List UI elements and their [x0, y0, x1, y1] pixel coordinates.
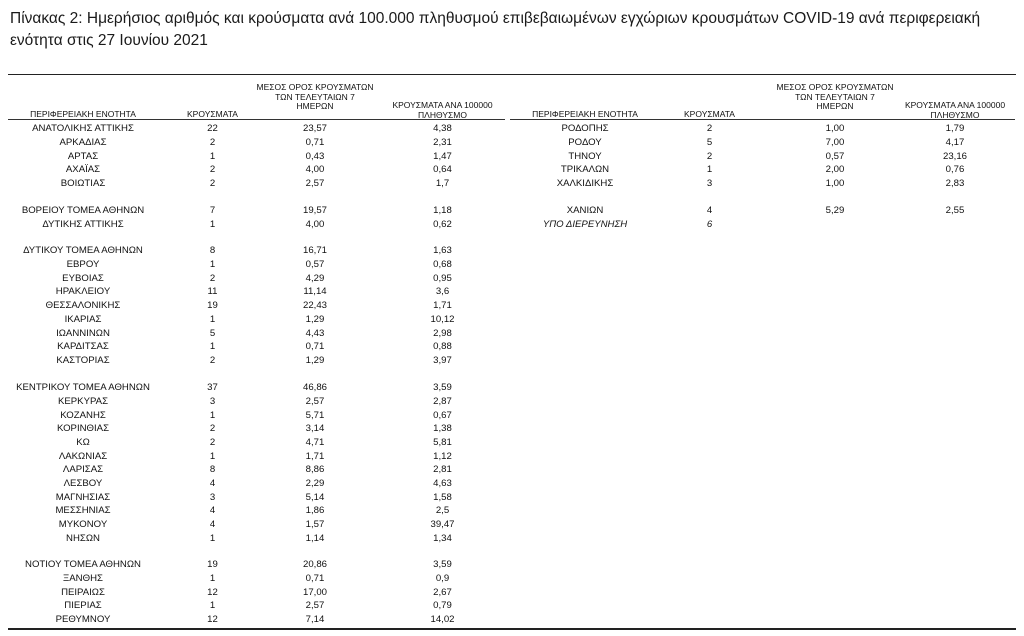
cell-avg: 2,29 — [305, 478, 325, 489]
cell-avg: 1,14 — [305, 533, 325, 544]
cell-cases: 2 — [209, 437, 216, 448]
left-table-row — [0, 273, 1024, 285]
left-table-row — [0, 286, 1024, 298]
cell-cases: 6 — [706, 219, 713, 230]
bottom-rule — [8, 628, 1016, 630]
cell-region: ΑΡΤΑΣ — [67, 151, 99, 162]
cell-cases: 8 — [209, 245, 216, 256]
cell-avg: 2,00 — [825, 164, 845, 175]
left-table-row — [0, 478, 1024, 490]
cell-region: ΡΕΘΥΜΝΟΥ — [55, 614, 111, 625]
cell-cases: 5 — [706, 137, 713, 148]
cell-avg: 0,57 — [305, 259, 325, 270]
cell-cases: 2 — [706, 123, 713, 134]
cell-per100k: 23,16 — [942, 151, 967, 162]
cell-avg: 4,00 — [305, 219, 325, 230]
cell-region: ΜΥΚΟΝΟΥ — [58, 519, 108, 530]
cell-avg: 4,43 — [305, 328, 325, 339]
cell-region: ΝΟΤΙΟΥ ΤΟΜΕΑ ΑΘΗΝΩΝ — [25, 559, 141, 570]
cell-cases: 1 — [209, 451, 216, 462]
cell-per100k: 1,18 — [433, 205, 452, 216]
cell-cases: 5 — [209, 328, 216, 339]
right-header-per100k — [895, 101, 1015, 120]
cell-avg: 1,00 — [825, 178, 845, 189]
cell-avg: 22,43 — [302, 300, 327, 311]
header-underline — [510, 119, 1015, 120]
cell-cases: 3 — [706, 178, 713, 189]
left-header-region: ΠΕΡΙΦΕΡΕΙΑΚΗ ΕΝΟΤΗΤΑ — [30, 109, 136, 119]
cell-per100k: 0,68 — [433, 259, 452, 270]
cell-cases: 4 — [209, 519, 216, 530]
right-table-row — [0, 178, 1024, 190]
left-header-per100k-line: ΚΡΟΥΣΜΑΤΑ ΑΝΑ 100000 — [392, 100, 493, 110]
cell-cases: 1 — [209, 410, 216, 421]
cell-region: ΚΑΡΔΙΤΣΑΣ — [57, 341, 109, 352]
cell-cases: 12 — [207, 587, 218, 598]
cell-region: ΚΑΣΤΟΡΙΑΣ — [56, 355, 110, 366]
right-table-row — [0, 205, 1024, 217]
cell-per100k: 3,97 — [433, 355, 452, 366]
cell-region: ΑΝΑΤΟΛΙΚΗΣ ΑΤΤΙΚΗΣ — [32, 123, 134, 134]
cell-per100k: 1,34 — [433, 533, 452, 544]
cell-region: ΔΥΤΙΚΟΥ ΤΟΜΕΑ ΑΘΗΝΩΝ — [23, 245, 143, 256]
cell-avg: 0,43 — [305, 151, 325, 162]
left-table-row — [0, 300, 1024, 312]
left-header-per100k — [385, 101, 500, 120]
cell-avg: 5,29 — [825, 205, 845, 216]
cell-avg: 19,57 — [302, 205, 327, 216]
left-table-row — [0, 355, 1024, 367]
cell-region: ΧΑΛΚΙΔΙΚΗΣ — [556, 178, 614, 189]
cell-avg: 1,57 — [305, 519, 325, 530]
cell-per100k: 2,31 — [433, 137, 452, 148]
cell-region: ΗΡΑΚΛΕΙΟΥ — [55, 286, 111, 297]
left-table-row — [0, 505, 1024, 517]
cell-avg: 5,71 — [305, 410, 325, 421]
cell-per100k: 10,12 — [430, 314, 455, 325]
left-table-row — [0, 437, 1024, 449]
left-header-avg-line: ΜΕΣΟΣ ΟΡΟΣ ΚΡΟΥΣΜΑΤΩΝ — [256, 82, 374, 92]
cell-per100k: 2,83 — [945, 178, 965, 189]
cell-region: ΚΕΝΤΡΙΚΟΥ ΤΟΜΕΑ ΑΘΗΝΩΝ — [16, 382, 150, 393]
cell-per100k: 0,64 — [433, 164, 452, 175]
cell-cases: 12 — [207, 614, 218, 625]
cell-cases: 37 — [207, 382, 218, 393]
cell-per100k: 0,79 — [433, 600, 452, 611]
cell-avg: 7,00 — [825, 137, 845, 148]
cell-cases: 1 — [209, 341, 216, 352]
cell-cases: 4 — [209, 478, 216, 489]
cell-avg: 1,29 — [305, 314, 325, 325]
cell-cases: 19 — [207, 300, 218, 311]
cell-avg: 0,71 — [305, 137, 325, 148]
left-table-row — [0, 492, 1024, 504]
cell-avg: 4,29 — [305, 273, 325, 284]
cell-region: ΥΠΟ ΔΙΕΡΕΥΝΗΣΗ — [542, 219, 628, 230]
right-header-avg-line: ΤΩΝ ΤΕΛΕΥΤΑΙΩΝ 7 — [795, 91, 875, 102]
cell-per100k: 0,62 — [433, 219, 452, 230]
cell-avg: 3,14 — [305, 423, 325, 434]
cell-per100k: 1,79 — [945, 123, 965, 134]
cell-avg: 11,14 — [303, 286, 327, 297]
right-header-per100k-line: ΠΛΗΘΥΣΜΟ — [930, 109, 980, 120]
right-header-per100k-line: ΚΡΟΥΣΜΑΤΑ ΑΝΑ 100000 — [904, 100, 1006, 110]
cell-per100k: 2,55 — [945, 205, 965, 216]
left-header-avg-line: ΤΩΝ ΤΕΛΕΥΤΑΙΩΝ 7 — [275, 91, 355, 102]
page-title: Πίνακας 2: Ημερήσιος αριθμός και κρούσματα ανά 100.000 πληθυσμού επιβεβαιωμένων εγχώριων κρουσμάτων COVID-19 ανά περιφερειακή ενότητα στις 27 Ιουνίου 2021 — [10, 10, 981, 49]
cell-per100k: 2,87 — [433, 396, 452, 407]
cell-cases: 22 — [207, 123, 218, 134]
cell-avg: 2,57 — [305, 600, 325, 611]
cell-avg: 1,86 — [305, 505, 325, 516]
cell-avg: 4,71 — [305, 437, 325, 448]
cell-region: ΙΩΑΝΝΙΝΩΝ — [56, 328, 110, 339]
right-table-row — [0, 164, 1024, 176]
cell-avg: 20,86 — [302, 559, 327, 570]
cell-avg: 7,14 — [305, 614, 325, 625]
cell-avg: 2,57 — [305, 396, 325, 407]
cell-cases: 1 — [209, 259, 216, 270]
cell-region: ΡΟΔΟΥ — [568, 137, 602, 148]
cell-per100k: 3,6 — [435, 286, 450, 297]
cell-region: ΜΑΓΝΗΣΙΑΣ — [55, 492, 111, 503]
cell-region: ΒΟΡΕΙΟΥ ΤΟΜΕΑ ΑΘΗΝΩΝ — [21, 205, 145, 216]
cell-per100k: 1,71 — [433, 300, 452, 311]
left-table-row — [0, 614, 1024, 626]
cell-per100k: 14,02 — [430, 614, 455, 625]
left-table-row — [0, 410, 1024, 422]
cell-region: ΚΟΡΙΝΘΙΑΣ — [56, 423, 110, 434]
left-table-row — [0, 519, 1024, 531]
cell-per100k: 39,47 — [430, 519, 455, 530]
cell-cases: 2 — [209, 178, 216, 189]
cell-cases: 2 — [209, 423, 216, 434]
cell-per100k: 2,67 — [433, 587, 452, 598]
cell-per100k: 4,17 — [945, 137, 965, 148]
left-header-avg — [255, 83, 375, 112]
cell-region: ΤΗΝΟΥ — [568, 151, 602, 162]
cell-per100k: 1,38 — [433, 423, 452, 434]
cell-cases: 2 — [209, 355, 216, 366]
cell-per100k: 0,95 — [433, 273, 452, 284]
cell-avg: 46,86 — [302, 382, 327, 393]
cell-avg: 0,71 — [305, 341, 325, 352]
left-table-row — [0, 259, 1024, 271]
cell-per100k: 1,47 — [433, 151, 452, 162]
cell-cases: 2 — [209, 164, 216, 175]
cell-region: ΒΟΙΩΤΙΑΣ — [60, 178, 106, 189]
left-table-row — [0, 464, 1024, 476]
left-table-row — [0, 573, 1024, 585]
cell-cases: 4 — [209, 505, 216, 516]
cell-per100k: 0,88 — [433, 341, 452, 352]
cell-per100k: 1,12 — [433, 451, 452, 462]
cell-avg: 1,00 — [825, 123, 845, 134]
cell-region: ΕΒΡΟΥ — [66, 259, 100, 270]
cell-cases: 1 — [706, 164, 713, 175]
cell-avg: 2,57 — [305, 178, 325, 189]
cell-region: ΧΑΝΙΩΝ — [566, 205, 604, 216]
cell-per100k: 2,98 — [433, 328, 452, 339]
cell-avg: 23,57 — [302, 123, 327, 134]
cell-cases: 19 — [207, 559, 218, 570]
cell-per100k: 5,81 — [433, 437, 452, 448]
cell-region: ΠΕΙΡΑΙΩΣ — [61, 587, 105, 598]
cell-per100k: 0,76 — [945, 164, 965, 175]
cell-per100k: 0,9 — [435, 573, 450, 584]
left-table-row — [0, 314, 1024, 326]
top-rule — [8, 74, 1016, 75]
right-table-row — [0, 137, 1024, 149]
cell-region: ΙΚΑΡΙΑΣ — [64, 314, 102, 325]
cell-avg: 4,00 — [305, 164, 325, 175]
right-header-cases: ΚΡΟΥΣΜΑΤΑ — [684, 109, 735, 119]
left-table-row — [0, 559, 1024, 571]
cell-region: ΝΗΣΩΝ — [66, 533, 100, 544]
left-table-row — [0, 245, 1024, 257]
cell-cases: 1 — [209, 533, 216, 544]
cell-region: ΚΟΖΑΝΗΣ — [60, 410, 106, 421]
left-table-row — [0, 341, 1024, 353]
left-table-row — [0, 423, 1024, 435]
left-header-per100k-line: ΠΛΗΘΥΣΜΟ — [418, 109, 467, 120]
cell-region: ΚΩ — [76, 437, 90, 448]
cell-cases: 2 — [209, 137, 216, 148]
cell-avg: 0,71 — [305, 573, 325, 584]
cell-cases: 1 — [209, 314, 216, 325]
cell-region: ΚΕΡΚΥΡΑΣ — [57, 396, 108, 407]
cell-avg: 17,00 — [302, 587, 327, 598]
cell-cases: 11 — [207, 286, 218, 297]
right-header-region: ΠΕΡΙΦΕΡΕΙΑΚΗ ΕΝΟΤΗΤΑ — [532, 109, 638, 119]
left-table-row — [0, 587, 1024, 599]
right-table-row — [0, 151, 1024, 163]
cell-region: ΞΑΝΘΗΣ — [63, 573, 103, 584]
left-table-row — [0, 328, 1024, 340]
cell-cases: 1 — [209, 573, 216, 584]
right-header-avg-line: ΜΕΣΟΣ ΟΡΟΣ ΚΡΟΥΣΜΑΤΩΝ — [776, 82, 894, 92]
right-table-row — [0, 123, 1024, 135]
cell-cases: 4 — [706, 205, 713, 216]
cell-avg: 1,71 — [305, 451, 325, 462]
cell-cases: 7 — [209, 205, 216, 216]
cell-region: ΤΡΙΚΑΛΩΝ — [560, 164, 610, 175]
cell-region: ΠΙΕΡΙΑΣ — [64, 600, 102, 611]
cell-region: ΘΕΣΣΑΛΟΝΙΚΗΣ — [45, 300, 121, 311]
cell-per100k: 1,58 — [433, 492, 452, 503]
cell-per100k: 2,5 — [435, 505, 450, 516]
cell-cases: 1 — [209, 151, 216, 162]
cell-region: ΑΡΚΑΔΙΑΣ — [59, 137, 107, 148]
cell-per100k: 3,59 — [433, 382, 452, 393]
cell-per100k: 0,67 — [433, 410, 452, 421]
cell-per100k: 2,81 — [433, 464, 452, 475]
cell-cases: 1 — [209, 600, 216, 611]
cell-cases: 2 — [706, 151, 713, 162]
cell-cases: 2 — [209, 273, 216, 284]
cell-cases: 3 — [209, 396, 216, 407]
cell-avg: 0,57 — [825, 151, 845, 162]
right-header-avg — [770, 83, 900, 112]
cell-region: ΔΥΤΙΚΗΣ ΑΤΤΙΚΗΣ — [42, 219, 124, 230]
left-table-row — [0, 382, 1024, 394]
left-table-row — [0, 600, 1024, 612]
left-header-cases: ΚΡΟΥΣΜΑΤΑ — [187, 109, 238, 119]
cell-per100k: 1,63 — [433, 245, 452, 256]
left-header-avg-line: ΗΜΕΡΩΝ — [296, 101, 334, 111]
cell-avg: 16,71 — [302, 245, 327, 256]
cell-cases: 8 — [209, 464, 216, 475]
cell-cases: 3 — [209, 492, 216, 503]
cell-per100k: 4,38 — [433, 123, 452, 134]
left-table-row — [0, 533, 1024, 545]
right-table-row — [0, 219, 1024, 231]
cell-per100k: 3,59 — [433, 559, 452, 570]
cell-cases: 1 — [209, 219, 216, 230]
cell-region: ΛΑΚΩΝΙΑΣ — [58, 451, 108, 462]
cell-region: ΡΟΔΟΠΗΣ — [561, 123, 609, 134]
cell-region: ΛΑΡΙΣΑΣ — [62, 464, 104, 475]
cell-per100k: 4,63 — [433, 478, 452, 489]
cell-avg: 5,14 — [305, 492, 325, 503]
right-header-avg-line: ΗΜΕΡΩΝ — [816, 101, 854, 111]
left-table-row — [0, 396, 1024, 408]
cell-per100k: 1,7 — [435, 178, 450, 189]
cell-region: ΕΥΒΟΙΑΣ — [62, 273, 104, 284]
header-underline — [8, 119, 505, 120]
cell-region: ΜΕΣΣΗΝΙΑΣ — [55, 505, 111, 516]
cell-avg: 1,29 — [305, 355, 325, 366]
cell-region: ΑΧΑΪΑΣ — [65, 164, 101, 175]
left-table-row — [0, 451, 1024, 463]
cell-region: ΛΕΣΒΟΥ — [63, 478, 103, 489]
cell-avg: 8,86 — [305, 464, 325, 475]
